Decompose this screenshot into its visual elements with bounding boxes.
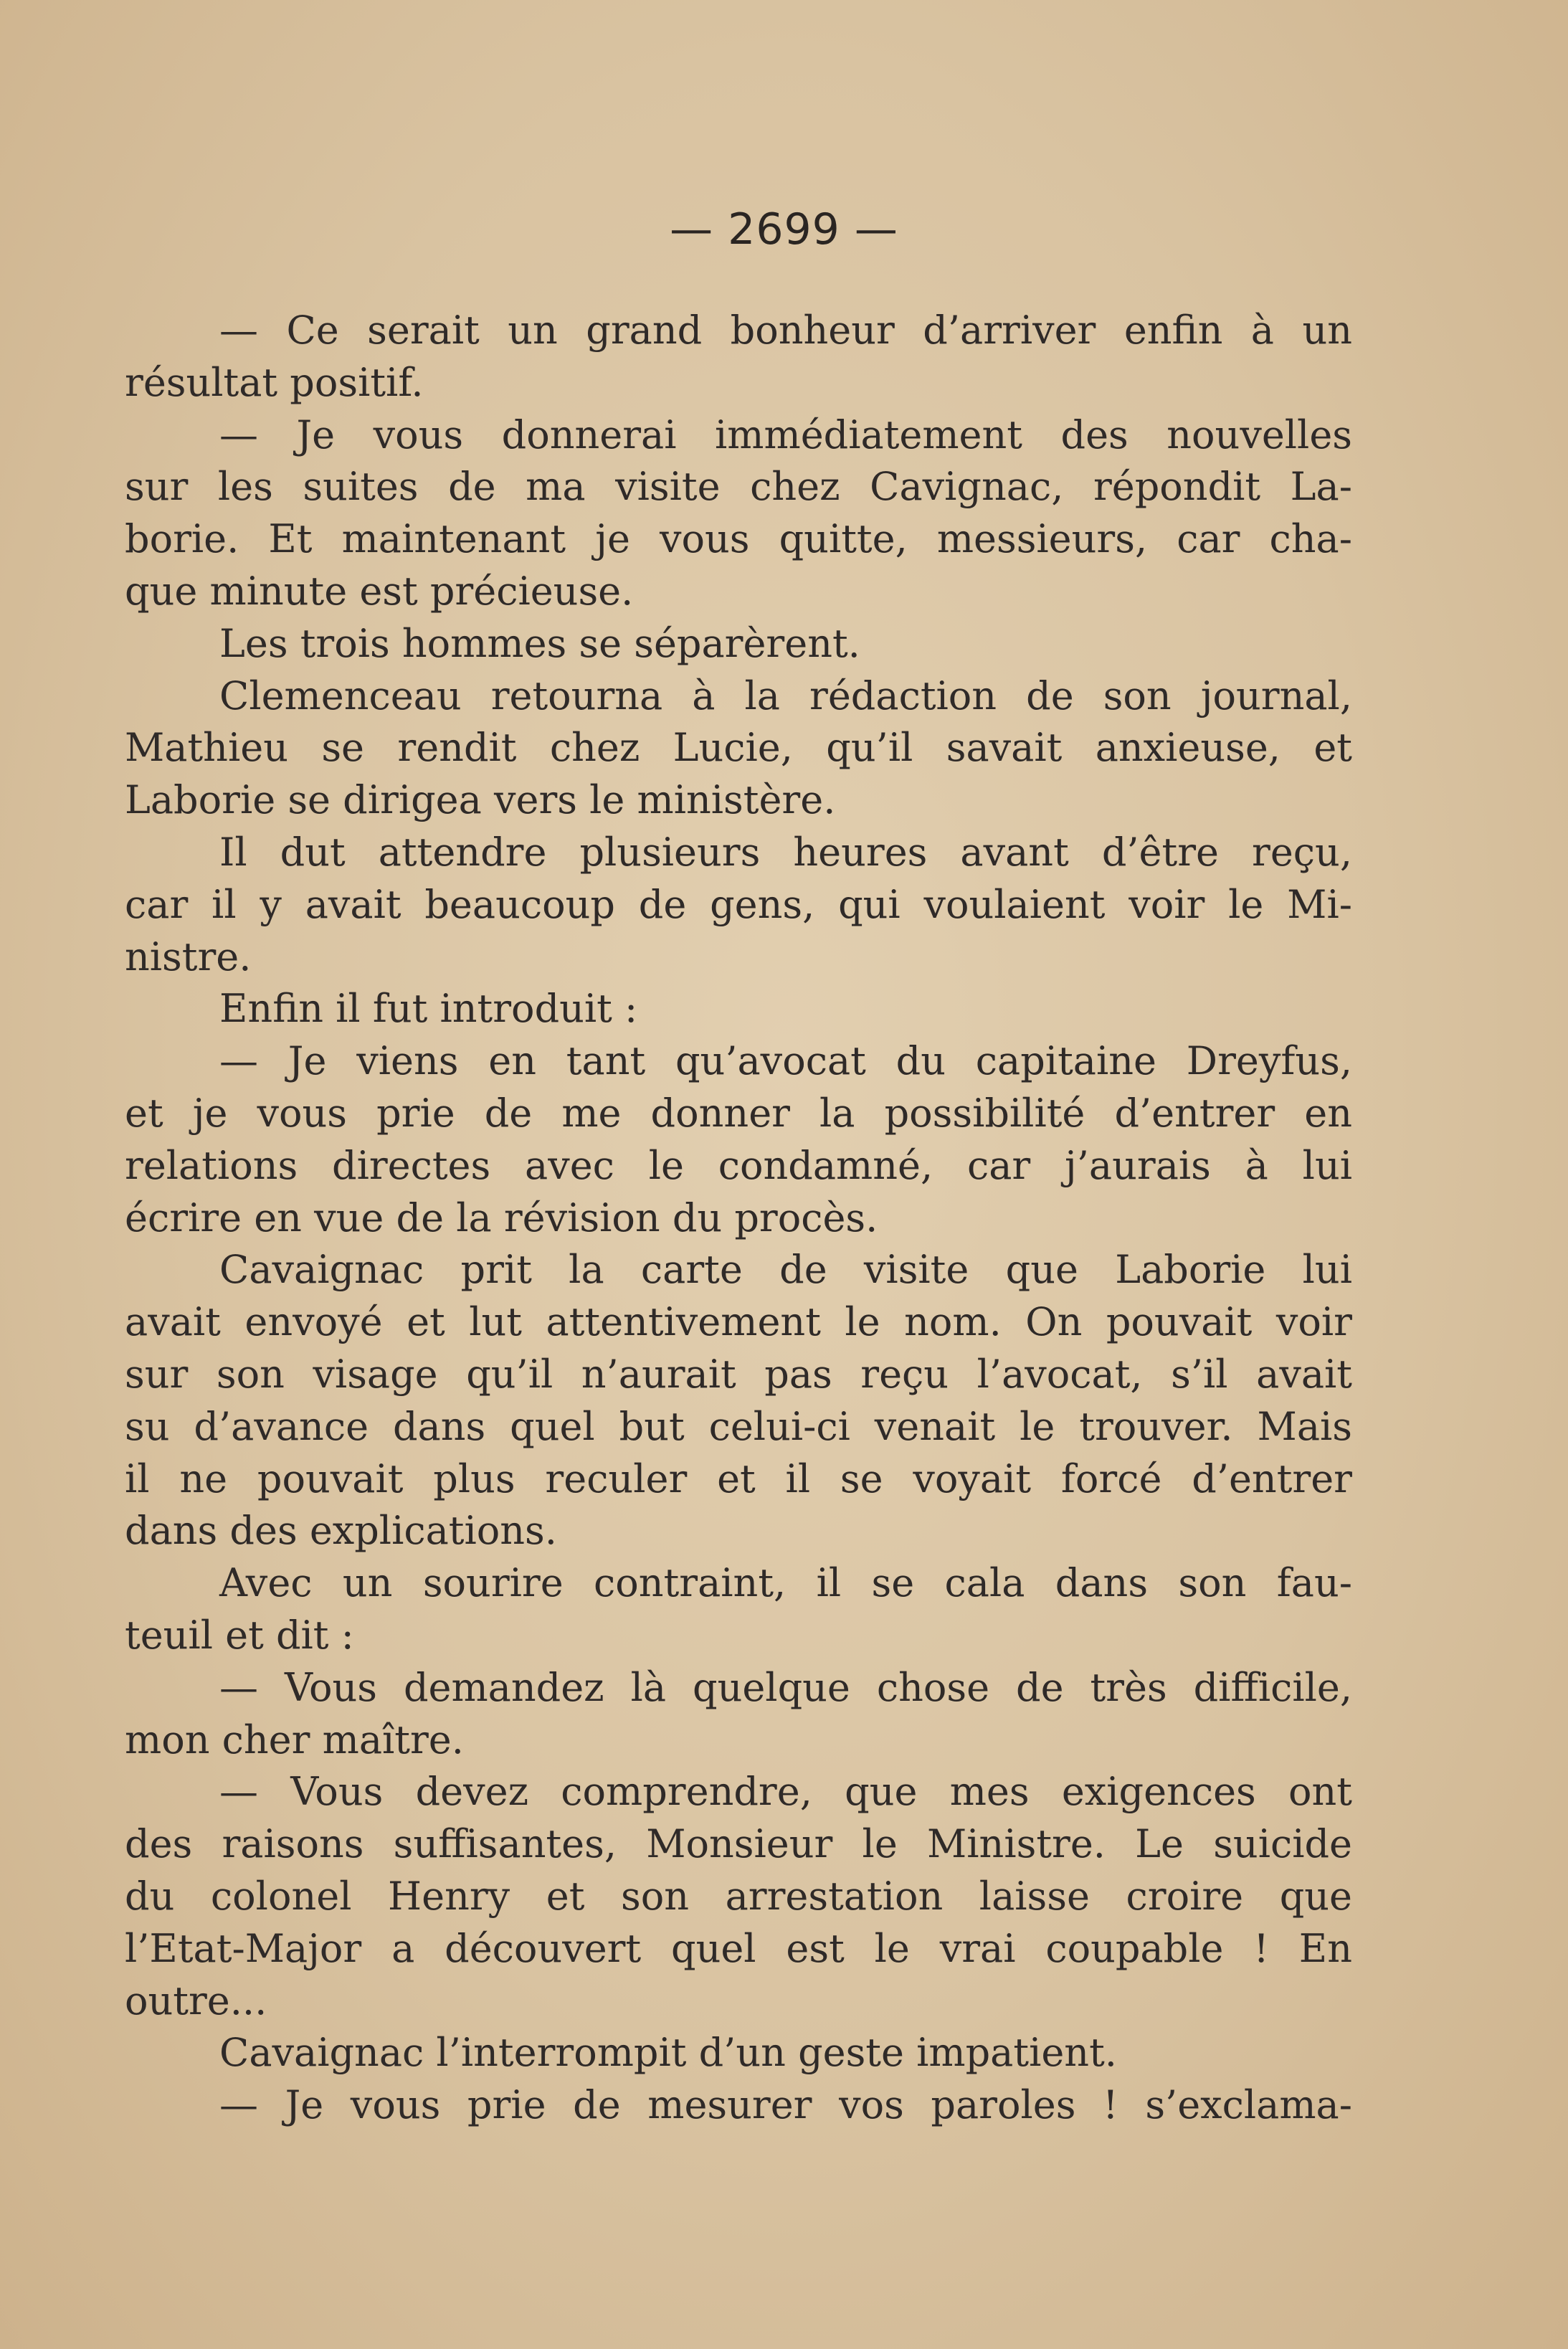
text-line: mon cher maître.: [125, 1717, 464, 1762]
text-line: Il dut attendre plusieurs heures avant d’être reçu,: [219, 829, 1352, 875]
text-line: car il y avait beaucoup de gens, qui voulaient voir le Mi-: [125, 881, 1352, 927]
text-line: — Je vous prie de mesurer vos paroles ! s’exclama-: [219, 2082, 1352, 2128]
text-line: borie. Et maintenant je vous quitte, messieurs, car cha-: [125, 516, 1352, 562]
text-line: — Je vous donnerai immédiatement des nouvelles: [219, 412, 1352, 457]
text-line: résultat positif.: [125, 359, 424, 405]
text-line: nistre.: [125, 934, 252, 979]
text-line: sur les suites de ma visite chez Cavignac, répondit La-: [125, 464, 1352, 510]
text-line: Clemenceau retourna à la rédaction de son journal,: [219, 673, 1352, 718]
text-line: Les trois hommes se séparèrent.: [219, 620, 860, 666]
page-number: — 2699 —: [670, 204, 898, 255]
text-line: outre...: [125, 1978, 267, 2023]
text-line: que minute est précieuse.: [125, 568, 634, 614]
text-line: Cavaignac l’interrompit d’un geste impatient.: [219, 2030, 1117, 2076]
text-line: l’Etat-Major a découvert quel est le vrai coupable ! En: [125, 1925, 1352, 1971]
text-line: et je vous prie de me donner la possibilité d’entrer en: [125, 1090, 1352, 1136]
text-line: Cavaignac prit la carte de visite que Laborie lui: [219, 1247, 1352, 1293]
text-line: dans des explications.: [125, 1508, 557, 1554]
text-line: des raisons suffisantes, Monsieur le Ministre. Le suicide: [125, 1821, 1352, 1867]
text-line: du colonel Henry et son arrestation laisse croire que: [125, 1873, 1352, 1919]
text-line: Avec un sourire contraint, il se cala dans son fau-: [219, 1560, 1352, 1606]
text-line: Mathieu se rendit chez Lucie, qu’il savait anxieuse, et: [125, 725, 1352, 771]
text-line: écrire en vue de la révision du procès.: [125, 1195, 878, 1240]
text-line: relations directes avec le condamné, car j’aurais à lui: [125, 1142, 1352, 1188]
text-line: Enfin il fut introduit :: [219, 986, 638, 1032]
text-line: — Vous devez comprendre, que mes exigences ont: [219, 1769, 1352, 1815]
text-line: il ne pouvait plus reculer et il se voyait forcé d’entrer: [125, 1456, 1352, 1501]
text-line: avait envoyé et lut attentivement le nom. On pouvait voir: [125, 1299, 1352, 1345]
text-line: Laborie se dirigea vers le ministère.: [125, 777, 836, 823]
text-line: teuil et dit :: [125, 1612, 354, 1658]
text-line: su d’avance dans quel but celui-ci venait le trouver. Mais: [125, 1403, 1352, 1449]
text-line: — Ce serait un grand bonheur d’arriver enfin à un: [219, 308, 1352, 353]
body-text: [125, 305, 1352, 2132]
text-line: — Je viens en tant qu’avocat du capitaine Dreyfus,: [219, 1038, 1352, 1084]
text-line: sur son visage qu’il n’aurait pas reçu l’avocat, s’il avait: [125, 1351, 1352, 1397]
text-line: — Vous demandez là quelque chose de très difficile,: [219, 1664, 1352, 1710]
